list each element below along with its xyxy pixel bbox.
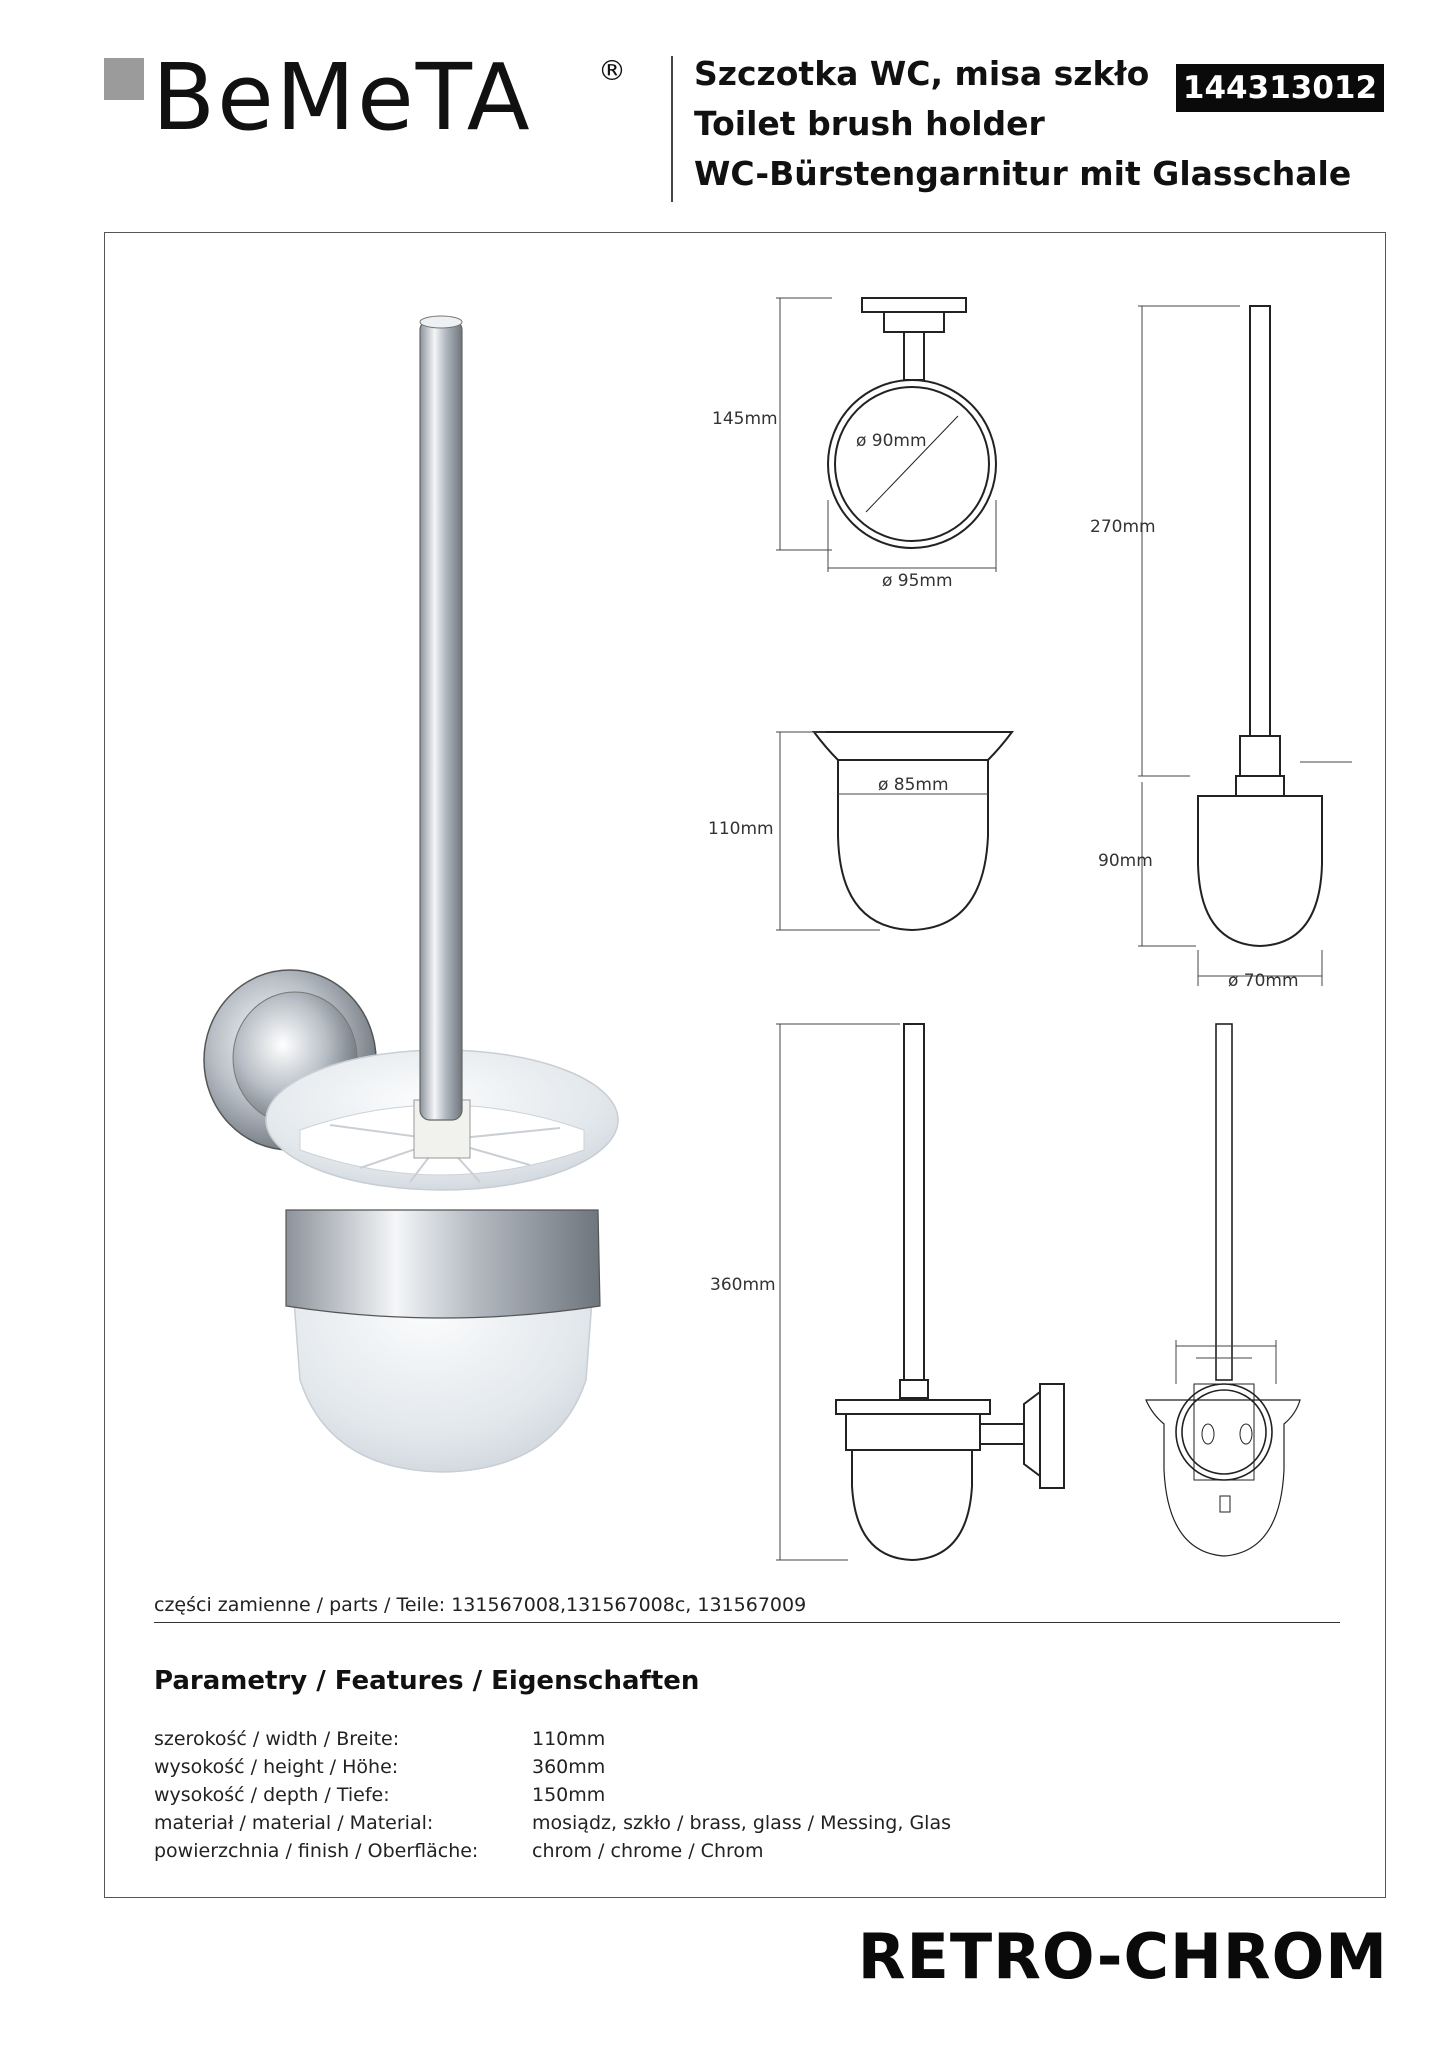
registered-mark: ® bbox=[598, 54, 626, 87]
spec-value: chrom / chrome / Chrom bbox=[532, 1840, 764, 1862]
spec-value: mosiądz, szkło / brass, glass / Messing, Glas bbox=[532, 1812, 951, 1834]
dim-brush-head-diameter: ø 70mm bbox=[1228, 971, 1299, 991]
dim-bowl-height: 110mm bbox=[708, 819, 774, 839]
brush-handle bbox=[420, 320, 462, 1120]
product-code: 144313012 bbox=[1176, 64, 1384, 112]
spec-label: materiał / material / Material: bbox=[154, 1812, 434, 1834]
features-title: Parametry / Features / Eigenschaften bbox=[154, 1666, 700, 1696]
spec-label: szerokość / width / Breite: bbox=[154, 1728, 400, 1750]
spec-label: wysokość / height / Höhe: bbox=[154, 1756, 399, 1778]
spec-value: 110mm bbox=[532, 1728, 606, 1750]
dim-total-height: 360mm bbox=[710, 1275, 776, 1295]
title-polish: Szczotka WC, misa szkło bbox=[694, 54, 1150, 93]
dim-holder-height: 145mm bbox=[712, 409, 778, 429]
spec-label: wysokość / depth / Tiefe: bbox=[154, 1784, 390, 1806]
spec-label: powierzchnia / finish / Oberfläche: bbox=[154, 1840, 479, 1862]
title-german: WC-Bürstengarnitur mit Glasschale bbox=[694, 154, 1352, 193]
title-english: Toilet brush holder bbox=[694, 104, 1045, 143]
product-photo bbox=[204, 316, 618, 1472]
ring-top-view-drawing bbox=[828, 298, 996, 548]
front-dimension-lines bbox=[1176, 1340, 1276, 1384]
dim-ring-outer: ø 95mm bbox=[882, 571, 953, 591]
bowl-drawing bbox=[814, 732, 1012, 930]
spec-value: 150mm bbox=[532, 1784, 606, 1806]
chrome-ring bbox=[286, 1210, 600, 1318]
spec-value: 360mm bbox=[532, 1756, 606, 1778]
bowl-dimension-lines bbox=[776, 732, 988, 930]
assembled-front-drawing bbox=[1146, 1024, 1300, 1556]
parts-divider bbox=[154, 1622, 1340, 1623]
spare-parts-line: części zamienne / parts / Teile: 131567008,131567008c, 131567009 bbox=[154, 1594, 807, 1616]
brand-logo: BeMeTA bbox=[152, 44, 532, 151]
dim-ring-inner: ø 90mm bbox=[856, 431, 927, 451]
total-height-dimension-lines bbox=[776, 1024, 900, 1560]
brush-drawing bbox=[1198, 306, 1322, 946]
assembled-side-drawing bbox=[836, 1024, 1064, 1560]
dim-handle-length: 270mm bbox=[1090, 517, 1156, 537]
dim-brush-head-height: 90mm bbox=[1098, 851, 1153, 871]
series-name: RETRO-CHROM bbox=[857, 1920, 1388, 1993]
dim-bowl-diameter: ø 85mm bbox=[878, 775, 949, 795]
